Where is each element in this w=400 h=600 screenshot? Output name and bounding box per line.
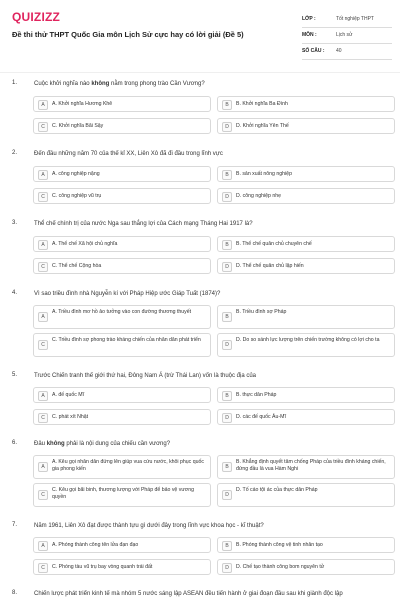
option-a[interactable] [33,96,211,112]
option-text: A. Triều đình mơ hồ ảo tưởng vào con đường thương thuyết [52,309,192,315]
question-5 [12,372,390,430]
option-text: B. Khẳng định quyết tâm chống Pháp của triều đình kháng chiến, đứng đầu là vua Hàm Nghi [236,459,386,472]
option-letter: C [38,340,48,350]
meta-table [302,12,392,60]
option-a[interactable] [33,455,211,479]
meta-value: Lịch sử [336,32,353,38]
option-text: D. Thể chế quân chủ lập hiến [236,263,304,269]
option-a[interactable] [33,166,211,182]
option-a[interactable] [33,537,211,553]
question-8 [12,590,390,600]
document-title: Đề thi thử THPT Quốc Gia môn Lịch Sử cực hay có lời giải (Đề 5) [12,30,244,39]
option-text: A. Khởi nghĩa Hương Khê [52,101,113,107]
option-letter: D [222,192,232,202]
option-letter: B [222,312,232,322]
question-4 [12,290,390,362]
option-text: B. Khởi nghĩa Ba Đình [236,101,288,107]
option-text: D. Khởi nghĩa Yên Thế [236,123,289,129]
meta-key: MÔN : [302,32,317,38]
option-text: C. Phóng tàu vũ trụ bay vòng quanh trái đất [52,564,153,570]
option-text: D. Chế tạo thành công bom nguyên tử [236,564,325,570]
option-letter: A [38,462,48,472]
option-c[interactable] [33,118,211,134]
option-letter: A [38,170,48,180]
option-letter: D [222,262,232,272]
option-c[interactable] [33,483,211,507]
option-c[interactable] [33,409,211,425]
meta-value: Tốt nghiệp THPT [336,16,374,22]
page-header [0,0,400,72]
question-text: Cuộc khởi nghĩa nào không nằm trong phong trào Cần Vương? [34,81,205,87]
question-number: 2. [12,150,18,156]
option-d[interactable] [217,118,395,134]
option-d[interactable] [217,559,395,575]
option-text: C. Thể chế Cộng hòa [52,263,102,269]
option-letter: B [222,391,232,401]
question-number: 7. [12,522,18,528]
option-c[interactable] [33,333,211,357]
option-letter: A [38,391,48,401]
header-divider [0,72,400,73]
question-6 [12,440,390,512]
option-text: C. Khởi nghĩa Bãi Sậy [52,123,104,129]
option-c[interactable] [33,258,211,274]
option-c[interactable] [33,559,211,575]
option-text: B. Phóng thành công vệ tinh nhân tạo [236,542,323,548]
option-a[interactable] [33,387,211,403]
option-letter: A [38,312,48,322]
option-letter: A [38,240,48,250]
meta-row-class [302,12,392,28]
meta-value: 40 [336,48,342,54]
question-number: 4. [12,290,18,296]
question-text: Trước Chiến tranh thế giới thứ hai, Đông Nam Á (trừ Thái Lan) vốn là thuộc địa của [34,373,257,379]
option-letter: B [222,240,232,250]
option-letter: C [38,192,48,202]
option-text: B. sản xuất nông nghiệp [236,171,292,177]
question-number: 1. [12,80,18,86]
option-d[interactable] [217,333,395,357]
option-letter: C [38,262,48,272]
option-letter: A [38,100,48,110]
option-text: B. Thể chế quân chủ chuyên chế [236,241,312,247]
question-2 [12,150,390,208]
question-1 [12,80,390,138]
option-b[interactable] [217,305,395,329]
option-text: D. Do so sánh lực lượng trên chiến trường không có lợi cho ta [236,337,380,343]
meta-key: SỐ CÂU : [302,48,325,54]
question-number: 3. [12,220,18,226]
question-text: Vì sao triều đình nhà Nguyễn kí với Pháp Hiệp ước Giáp Tuất (1874)? [34,291,221,297]
option-text: A. Phóng thành công tên lửa đạn đạo [52,542,139,548]
option-b[interactable] [217,96,395,112]
option-text: A. đế quốc Mĩ [52,392,85,398]
option-letter: B [222,541,232,551]
option-letter: B [222,170,232,180]
question-7 [12,522,390,580]
question-number: 6. [12,440,18,446]
option-letter: B [222,100,232,110]
question-number: 8. [12,590,18,596]
option-d[interactable] [217,483,395,507]
option-letter: D [222,340,232,350]
option-letter: C [38,563,48,573]
option-letter: C [38,413,48,423]
option-letter: B [222,462,232,472]
meta-row-subject [302,28,392,44]
option-text: A. Kêu gọi nhân dân đứng lên giúp vua cứu nước, khôi phục quốc gia phong kiến [52,459,204,472]
option-c[interactable] [33,188,211,204]
option-letter: D [222,490,232,500]
option-letter: A [38,541,48,551]
option-text: C. Kêu gọi bãi binh, thương lượng với Pháp để bảo vệ vương quyền [52,487,194,500]
quizizz-logo: QUIZIZZ [12,10,61,24]
option-text: B. thực dân Pháp [236,392,277,398]
meta-key: LỚP : [302,16,316,22]
option-text: C. công nghiệp vũ trụ [52,193,102,199]
option-text: C. phát xít Nhật [52,414,89,420]
option-text: D. công nghiệp nhẹ [236,193,281,199]
question-text: Năm 1961, Liên Xô đạt được thành tựu gì dưới đây trong lĩnh vực khoa học - kĩ thuật? [34,523,264,529]
option-letter: D [222,413,232,423]
option-text: D. Tố cáo tội ác của thực dân Pháp [236,487,318,493]
option-letter: C [38,122,48,132]
option-d[interactable] [217,188,395,204]
option-text: D. các đế quốc Âu-Mĩ [236,414,286,420]
meta-row-count [302,44,392,60]
option-letter: C [38,490,48,500]
option-b[interactable] [217,166,395,182]
question-number: 5. [12,372,18,378]
option-d[interactable] [217,409,395,425]
question-text: Chiến lược phát triển kinh tế mà nhóm 5 nước sáng lập ASEAN đều tiến hành ở giai đoạn đầu sau khi giành độc lập [34,591,343,597]
option-a[interactable] [33,236,211,252]
option-b[interactable] [217,387,395,403]
option-d[interactable] [217,258,395,274]
question-text: Thể chế chính trị của nước Nga sau thắng lợi của Cách mạng Tháng Hai 1917 là? [34,221,253,227]
option-text: B. Triều đình sợ Pháp [236,309,287,315]
option-letter: D [222,563,232,573]
option-text: A. công nghiệp nặng [52,171,100,177]
option-b[interactable] [217,537,395,553]
option-a[interactable] [33,305,211,329]
question-3 [12,220,390,278]
option-text: C. Triều đình sợ phong trào kháng chiến của nhân dân phát triển [52,337,201,343]
question-text: Đâu không phải là nội dung của chiếu cần vương? [34,441,171,447]
option-b[interactable] [217,236,395,252]
question-text: Đến đầu những năm 70 của thế kỉ XX, Liên Xô đã đi đầu trong lĩnh vực [34,151,223,157]
option-text: A. Thể chế Xã hội chủ nghĩa [52,241,118,247]
option-letter: D [222,122,232,132]
option-b[interactable] [217,455,395,479]
